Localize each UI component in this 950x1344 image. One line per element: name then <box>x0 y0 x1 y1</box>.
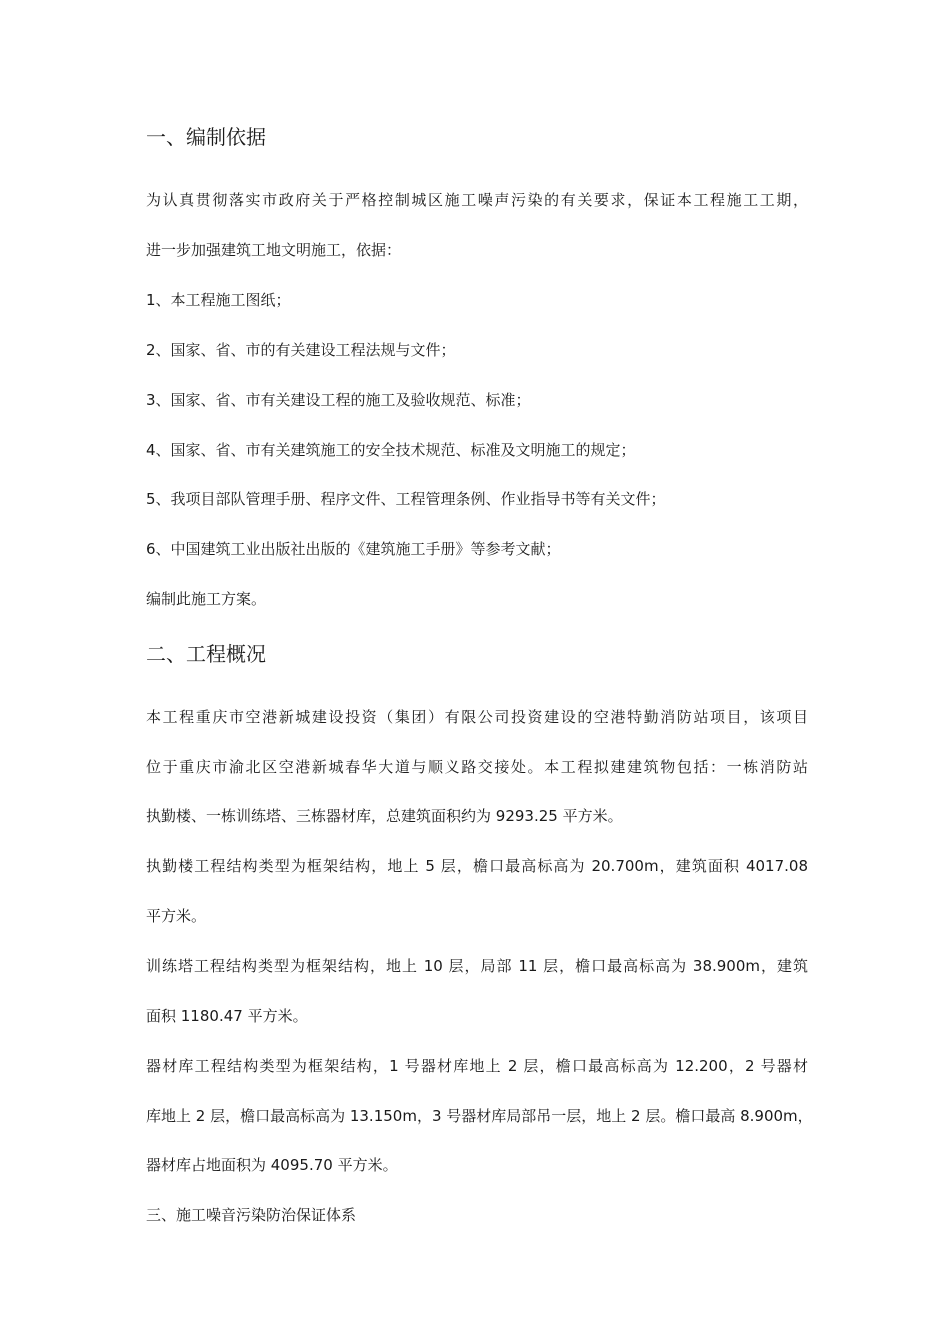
overview-p4-line-1: 器材库工程结构类型为框架结构，1 号器材库地上 2 层，檐口最高标高为 12.200，2 号器材 <box>146 1057 808 1075</box>
overview-p1-line-3: 执勤楼、一栋训练塔、三栋器材库，总建筑面积约为 9293.25 平方米。 <box>146 807 623 825</box>
basis-item-3: 3、国家、省、市有关建设工程的施工及验收规范、标准； <box>146 391 531 409</box>
basis-item-5: 5、我项目部队管理手册、程序文件、工程管理条例、作业指导书等有关文件； <box>146 490 666 508</box>
section-3-heading: 三、施工噪音污染防治保证体系 <box>146 1206 357 1224</box>
overview-p2-line-2: 平方米。 <box>146 907 207 925</box>
overview-p3-line-1: 训练塔工程结构类型为框架结构，地上 10 层，局部 11 层，檐口最高标高为 38.900m，建筑 <box>146 957 808 975</box>
section-1-intro-line-2: 进一步加强建筑工地文明施工，依据： <box>146 241 402 259</box>
overview-p1-line-2: 位于重庆市渝北区空港新城春华大道与顺义路交接处。本工程拟建建筑物包括：一栋消防站 <box>146 758 808 776</box>
section-2-heading: 二、工程概况 <box>146 642 266 666</box>
basis-item-4: 4、国家、省、市有关建筑施工的安全技术规范、标准及文明施工的规定； <box>146 441 636 459</box>
basis-item-1: 1、本工程施工图纸； <box>146 291 291 309</box>
overview-p1-line-1: 本工程重庆市空港新城建设投资（集团）有限公司投资建设的空港特勤消防站项目，该项目 <box>146 708 808 726</box>
basis-item-2: 2、国家、省、市的有关建设工程法规与文件； <box>146 341 456 359</box>
basis-item-6: 6、中国建筑工业出版社出版的《建筑施工手册》等参考文献； <box>146 540 561 558</box>
section-1-intro-line-1: 为认真贯彻落实市政府关于严格控制城区施工噪声污染的有关要求，保证本工程施工工期， <box>146 191 808 209</box>
overview-p3-line-2: 面积 1180.47 平方米。 <box>146 1007 308 1025</box>
section-1-heading: 一、编制依据 <box>146 125 266 149</box>
overview-p2-line-1: 执勤楼工程结构类型为框架结构，地上 5 层，檐口最高标高为 20.700m，建筑面积 4017.08 <box>146 857 808 875</box>
overview-p4-line-2: 库地上 2 层，檐口最高标高为 13.150m，3 号器材库局部吊一层，地上 2 层。檐口最高 8.900m， <box>146 1107 813 1125</box>
overview-p4-line-3: 器材库占地面积为 4095.70 平方米。 <box>146 1156 398 1174</box>
section-1-closing: 编制此施工方案。 <box>146 590 267 608</box>
